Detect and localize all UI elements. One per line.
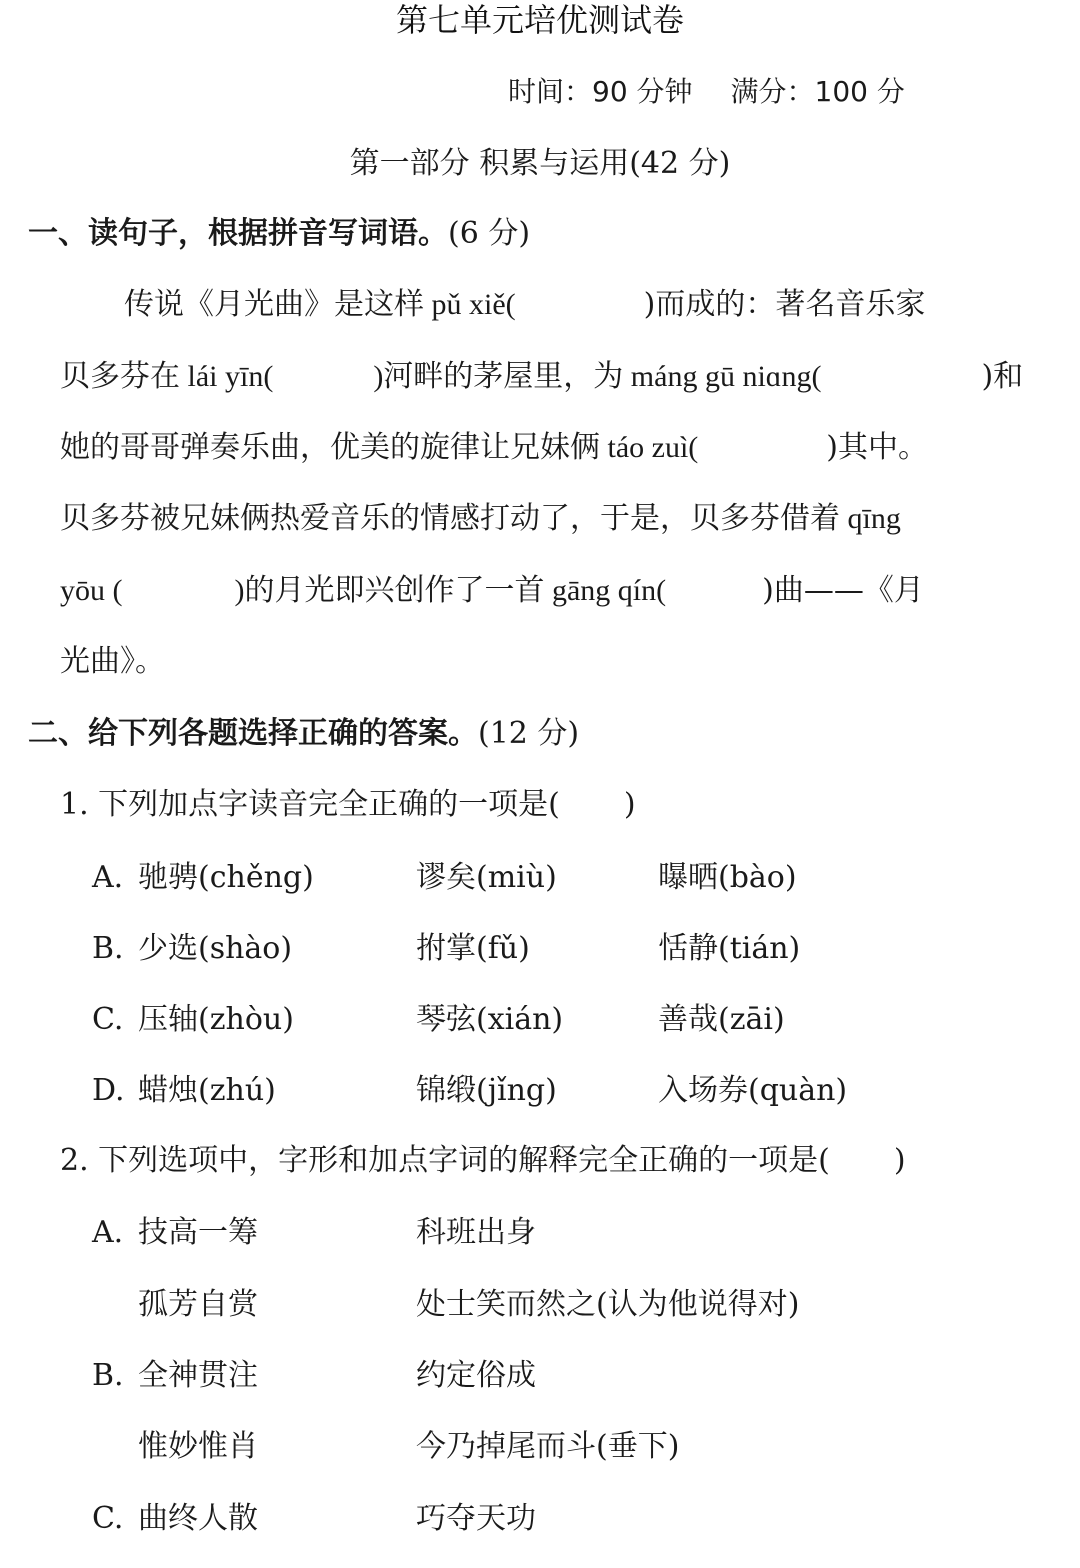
- question-close: ): [893, 1143, 906, 1178]
- passage-text: )的月光即兴创作了一首 gāng qín(: [234, 574, 667, 607]
- q1-option-b-item-1: 少选(shào): [138, 931, 293, 966]
- q2-option-b-item-1: 全神贯注: [138, 1358, 258, 1393]
- passage-line-4: [60, 499, 901, 539]
- q1-option-a-item-3: 曝晒(bào): [658, 860, 797, 895]
- q2-option-a-item-3: 孤芳自赏: [138, 1287, 258, 1322]
- passage-text: )其中。: [826, 430, 929, 465]
- q1-option-a-item-2: 谬矣(miù): [416, 860, 557, 895]
- section-2-title: 二、给下列各题选择正确的答案。: [28, 716, 478, 751]
- question-number: 2.: [60, 1143, 89, 1178]
- q2-option-c-label[interactable]: C.: [92, 1501, 124, 1536]
- q2-option-a-item-1: 技高一筹: [138, 1215, 258, 1250]
- section-1-points: (6 分): [448, 216, 531, 251]
- q1-option-b-item-3: 恬静(tián): [658, 931, 801, 966]
- page-title: 第七单元培优测试卷: [395, 1, 684, 39]
- q2-option-c-item-2: 巧夺天功: [416, 1501, 536, 1536]
- passage-text: )而成的：著名音乐家: [643, 287, 926, 322]
- passage-text: 传说《月光曲》是这样 pǔ xiě(: [124, 288, 516, 321]
- q1-option-b-item-2: 拊掌(fǔ): [416, 931, 530, 966]
- exam-score: 满分：100 分: [730, 75, 905, 108]
- question-number: 1.: [60, 787, 89, 822]
- question-close: ): [623, 787, 636, 822]
- passage-line-3: [60, 428, 928, 468]
- section-1-title: 一、读句子，根据拼音写词语。: [28, 216, 448, 251]
- section-2-heading: [28, 714, 579, 754]
- q2-option-a-label[interactable]: A.: [92, 1215, 124, 1250]
- q2-option-b-item-3: 惟妙惟肖: [138, 1429, 258, 1464]
- q1-option-a-label[interactable]: A.: [92, 860, 124, 895]
- exam-time: 时间：90 分钟: [508, 75, 693, 108]
- q1-option-c-label[interactable]: C.: [92, 1002, 124, 1037]
- q1-option-a-item-1: 驰骋(chěng): [138, 860, 314, 895]
- passage-text: )河畔的茅屋里，为 máng gū niɑng(: [373, 360, 822, 393]
- q2-option-b-item-2: 约定俗成: [416, 1358, 536, 1393]
- q2-option-a-item-2: 科班出身: [416, 1215, 536, 1250]
- section-1-heading: [28, 214, 530, 254]
- q2-option-b-label[interactable]: B.: [92, 1358, 124, 1393]
- q1-option-c-item-1: 压轴(zhòu): [138, 1002, 294, 1037]
- section-2-points: (12 分): [478, 716, 580, 751]
- q2-option-a-item-4: 处士笑而然之(认为他说得对): [416, 1287, 800, 1322]
- q1-option-d-item-1: 蜡烛(zhú): [138, 1073, 276, 1108]
- question-text: 下列加点字读音完全正确的一项是(: [98, 787, 560, 822]
- passage-line-1: [124, 285, 925, 325]
- passage-text: )和: [981, 359, 1024, 394]
- question-2: [60, 1141, 906, 1181]
- passage-line-6: [60, 642, 165, 682]
- passage-line-5: [60, 571, 924, 611]
- part-heading: 第一部分 积累与运用(42 分): [349, 146, 731, 181]
- passage-text: 光曲》。: [60, 644, 165, 679]
- exam-meta: [508, 74, 905, 110]
- q1-option-d-item-2: 锦缎(jǐng): [416, 1073, 557, 1108]
- passage-text: yōu (: [60, 574, 123, 607]
- q1-option-c-item-2: 琴弦(xián): [416, 1002, 564, 1037]
- q1-option-b-label[interactable]: B.: [92, 931, 124, 966]
- question-1: [60, 785, 636, 825]
- passage-text: 贝多芬在 lái yīn(: [60, 360, 274, 393]
- q1-option-d-item-3: 入场券(quàn): [658, 1073, 848, 1108]
- passage-line-2: [60, 357, 1023, 397]
- q2-option-c-item-1: 曲终人散: [138, 1501, 258, 1536]
- q1-option-c-item-3: 善哉(zāi): [658, 1002, 785, 1037]
- passage-text: 贝多芬被兄妹俩热爱音乐的情感打动了，于是，贝多芬借着 qīng: [60, 502, 901, 535]
- passage-text: 她的哥哥弹奏乐曲，优美的旋律让兄妹俩 táo zuì(: [60, 431, 699, 464]
- question-text: 下列选项中，字形和加点字词的解释完全正确的一项是(: [98, 1143, 830, 1178]
- passage-text: )曲——《月: [762, 573, 924, 608]
- q2-option-b-item-4: 今乃掉尾而斗(垂下): [416, 1429, 680, 1464]
- q1-option-d-label[interactable]: D.: [92, 1073, 125, 1108]
